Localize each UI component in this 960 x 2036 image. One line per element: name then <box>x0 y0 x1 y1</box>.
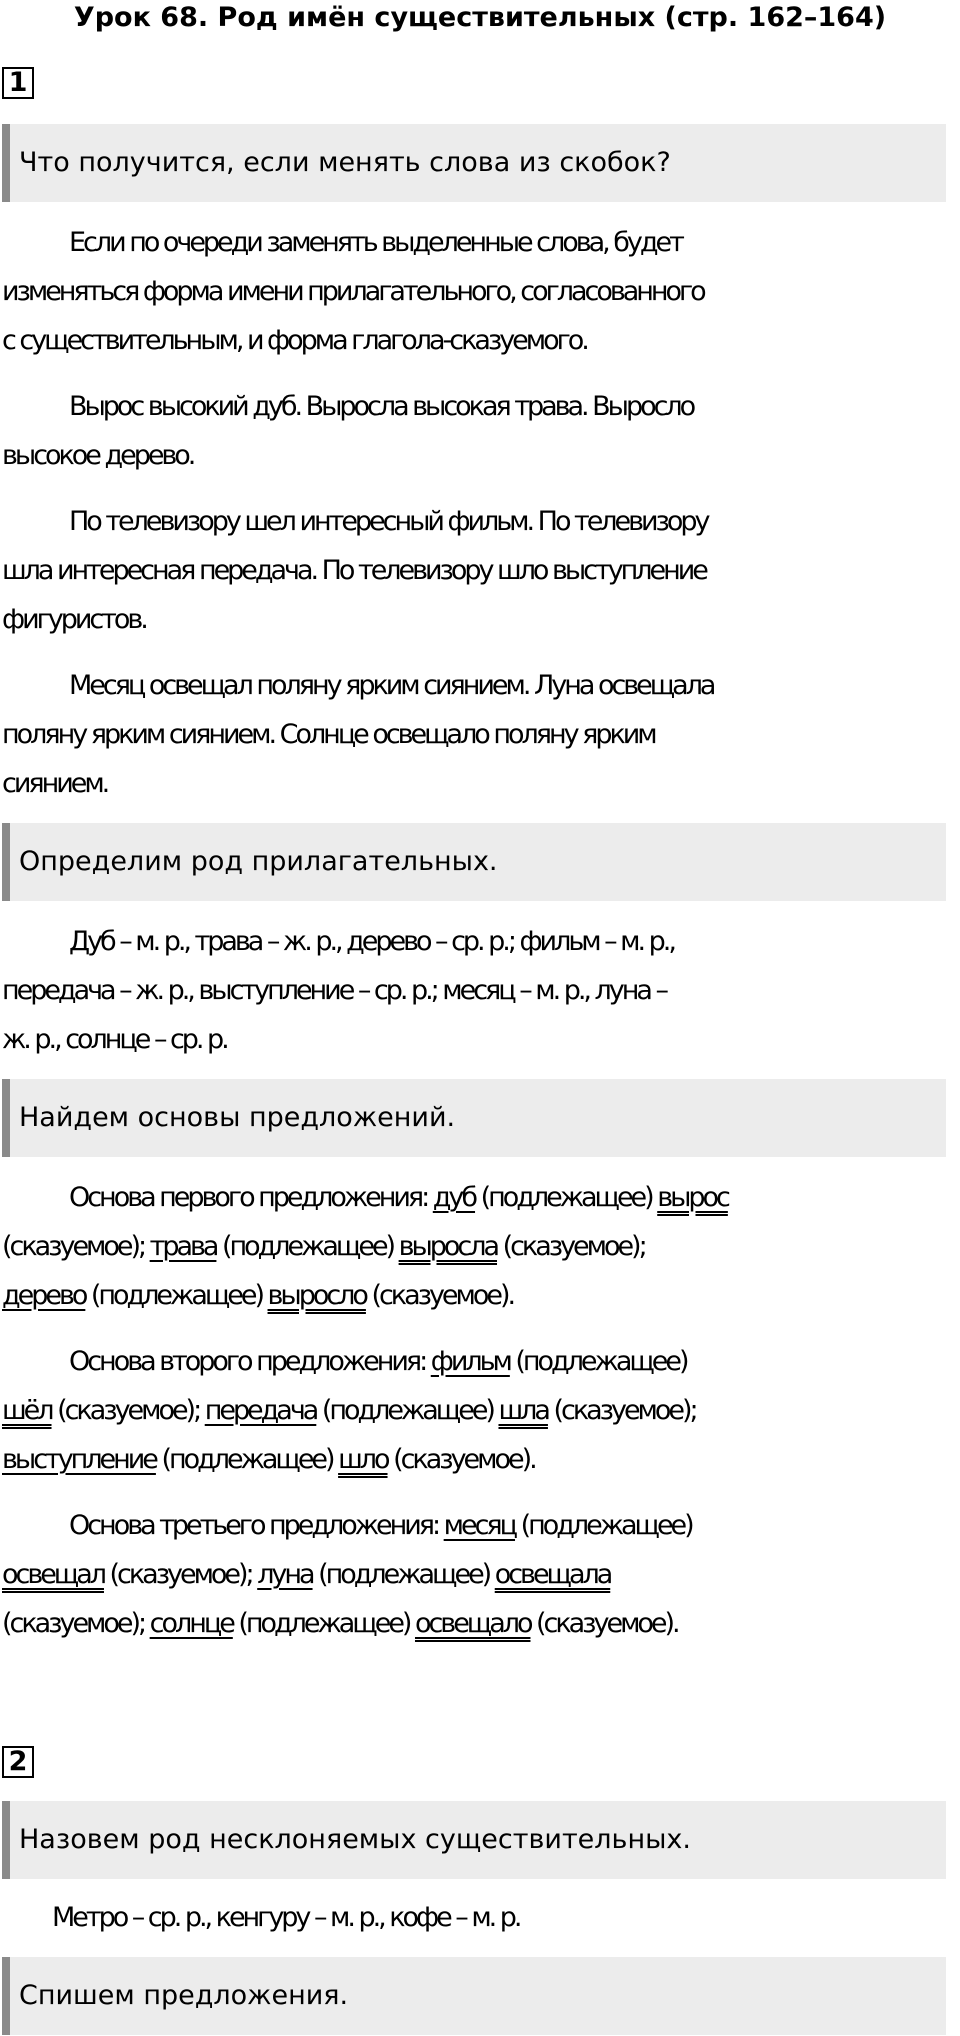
question-box: Что получится, если менять слова из скобок? <box>2 124 946 202</box>
predicate-word: вырос <box>657 1182 728 1213</box>
text-run: (подлежащее) <box>509 1346 687 1377</box>
text-line <box>2 1222 960 1271</box>
text-line <box>2 1271 960 1320</box>
text-run: (подлежащее) <box>515 1510 692 1541</box>
text-line <box>2 1599 960 1648</box>
text-line: с существительным, и форма глагола-сказуемого. <box>2 325 587 356</box>
predicate-word: освещало <box>414 1608 531 1639</box>
text-run: (сказуемое). <box>365 1280 514 1311</box>
task-number-1: 1 <box>2 67 34 99</box>
text-line: шла интересная передача. По телевизору шло выступление <box>2 555 706 586</box>
text-line <box>2 1386 960 1435</box>
page-title: Урок 68. Род имён существительных (стр. 162–164) <box>73 2 887 33</box>
example-paragraph <box>2 661 960 808</box>
basis-paragraph <box>2 1337 960 1484</box>
text-line: сиянием. <box>2 768 108 799</box>
text-line: По телевизору шел интересный фильм. По телевизору <box>69 506 708 537</box>
question-box: Спишем предложения. <box>2 1957 946 2035</box>
text-line <box>2 1337 960 1386</box>
text-line: передача – ж. р., выступление – ср. р.; месяц – м. р., луна – <box>2 975 666 1006</box>
text-line: ж. р., солнце – ср. р. <box>2 1024 227 1055</box>
answer-paragraph <box>2 917 960 1064</box>
text-run: (сказуемое). <box>387 1444 535 1475</box>
predicate-word: освещала <box>494 1559 611 1590</box>
text-run: (сказуемое); <box>2 1608 150 1639</box>
text-line: высокое дерево. <box>2 440 194 471</box>
text-run: (подлежащее) <box>216 1231 399 1262</box>
text-line <box>2 1550 960 1599</box>
text-run: (подлежащее) <box>316 1395 499 1426</box>
subject-word: фильм <box>430 1346 510 1377</box>
answer-paragraph <box>2 1893 960 1942</box>
subject-word: месяц <box>443 1510 516 1541</box>
basis-paragraph <box>2 1501 960 1648</box>
text-run: (сказуемое); <box>51 1395 205 1426</box>
subject-word: трава <box>149 1231 217 1262</box>
predicate-word: шло <box>338 1444 388 1475</box>
subject-word: дерево <box>2 1280 86 1311</box>
text-run: (подлежащее) <box>155 1444 339 1475</box>
text-run: (сказуемое); <box>497 1231 645 1262</box>
subject-word: выступление <box>2 1444 156 1475</box>
text-run: (сказуемое); <box>103 1559 258 1590</box>
subject-word: солнце <box>149 1608 233 1639</box>
text-line: изменяться форма имени прилагательного, согласованного <box>2 276 704 307</box>
example-paragraph <box>2 497 960 644</box>
predicate-word: шла <box>498 1395 548 1426</box>
text-run: Основа третьего предложения: <box>69 1510 444 1541</box>
text-line: Вырос высокий дуб. Выросла высокая трава. Выросло <box>69 391 694 422</box>
predicate-word: шёл <box>2 1395 52 1426</box>
subject-word: луна <box>257 1559 313 1590</box>
answer-paragraph <box>2 218 960 365</box>
text-run: Основа первого предложения: <box>69 1182 433 1213</box>
text-run: (подлежащее) <box>312 1559 495 1590</box>
predicate-word: выросла <box>398 1231 498 1262</box>
text-line: Если по очереди заменять выделенные слова, будет <box>69 227 682 258</box>
question-box: Определим род прилагательных. <box>2 823 946 901</box>
text-run: Основа второго предложения: <box>69 1346 431 1377</box>
text-line: Дуб – м. р., трава – ж. р., дерево – ср. р.; фильм – м. р., <box>69 926 674 957</box>
text-run: (сказуемое); <box>547 1395 696 1426</box>
predicate-word: выросло <box>267 1280 366 1311</box>
text-run: (сказуемое). <box>530 1608 678 1639</box>
question-box: Найдем основы предложений. <box>2 1079 946 1157</box>
text-line <box>2 1173 960 1222</box>
text-line: поляну ярким сиянием. Солнце освещало поляну ярким <box>2 719 655 750</box>
text-line: фигуристов. <box>2 604 146 635</box>
text-line <box>2 1501 960 1550</box>
text-run: (подлежащее) <box>232 1608 415 1639</box>
question-box: Назовем род несклоняемых существительных. <box>2 1801 946 1879</box>
subject-word: дуб <box>432 1182 476 1213</box>
text-line: Месяц освещал поляну ярким сиянием. Луна освещала <box>69 670 714 701</box>
basis-paragraph <box>2 1173 960 1320</box>
predicate-word: освещал <box>2 1559 104 1590</box>
text-run: (сказуемое); <box>2 1231 150 1262</box>
text-run: (подлежащее) <box>475 1182 658 1213</box>
example-paragraph <box>2 382 960 480</box>
text-line: Метро – ср. р., кенгуру – м. р., кофе – м. р. <box>52 1902 520 1933</box>
subject-word: передача <box>204 1395 317 1426</box>
text-line <box>2 1435 960 1484</box>
text-run: (подлежащее) <box>85 1280 268 1311</box>
task-number-2: 2 <box>2 1746 34 1778</box>
